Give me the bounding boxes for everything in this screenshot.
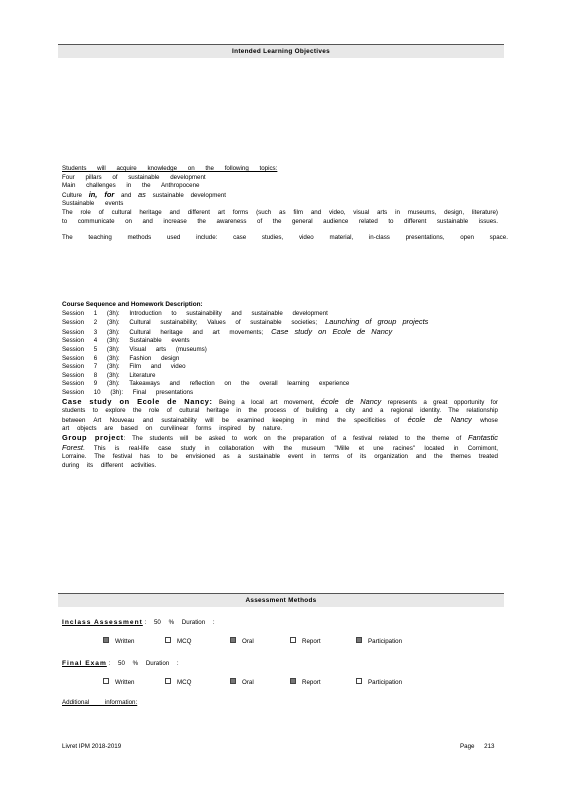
sequence-section [62,301,502,470]
objectives-intro: Students will acquire knowledge on the following topics: [62,165,278,172]
assessment-header: Assessment Methods [58,593,504,607]
empty-box-icon[interactable] [356,678,362,684]
final-exam: Final Exam : 50 % Duration : [62,660,179,667]
option-label: Written [115,679,135,686]
session-item: Session 1 (3h): Introduction to sustainability and sustainable development [62,309,328,317]
session-item: Session 3 (3h): Cultural heritage and art movements; Case study on Ecole de Nancy [62,326,393,336]
inclass-assessment: Inclass Assessment : 50 % Duration : [62,619,215,626]
option-written[interactable] [103,678,134,688]
option-mcq[interactable] [165,678,191,688]
option-label: MCQ [177,679,192,686]
group-line: Group project: The students will be asked to work on the preparation of a festival related to the theme of Fantastic [62,432,498,442]
case-line: Case study on Ecole de Nancy: Being a local art movement, école de Nancy represents a great opportunity for [62,396,498,406]
option-report[interactable] [290,678,321,688]
option-label: Participation [368,679,403,686]
session-item: Session 9 (3h): Takeaways and reflection on the overall learning experience [62,380,350,388]
session-item: Session 2 (3h): Cultural sustainability; Values of sustainable societies; Launching of group projects [62,317,429,327]
session-item: Session 10 (3h): Final presentations [62,388,194,396]
option-label: MCQ [177,638,192,645]
footer-left: Livret IPM 2018-2019 [62,743,122,750]
teaching-methods: The teaching methods used include: case studies, video material, in-class presentations, open space. [62,234,508,242]
option-label: Report [302,638,321,645]
topic-item: Sustainable events [62,200,124,208]
session-list [62,310,502,398]
checked-box-icon[interactable] [230,678,236,684]
objectives-section [62,165,508,243]
option-label: Oral [242,638,254,645]
option-label: Oral [242,679,254,686]
group-line: during its different activities. [62,461,157,469]
case-line: students to explore the role of cultural heritage in the process of building a city and a regional identity. The relationship [62,407,498,415]
option-mcq[interactable] [165,637,191,647]
topic-item: Main challenges in the Anthropocene [62,182,200,190]
topic-item-culture: Culture in, for and as sustainable development [62,189,227,199]
empty-box-icon[interactable] [290,637,296,643]
sequence-title: Course Sequence and Homework Description: [62,301,203,308]
group-line: Forest. This is real-life case study in collaboration with the museum "Mille et une racines" located in Cornimont, [62,442,498,452]
option-written[interactable] [103,637,134,647]
checked-box-icon[interactable] [103,637,109,643]
session-item: Session 8 (3h): Literature [62,371,156,379]
option-report[interactable] [290,637,321,647]
footer-page: Page 213 [460,743,495,750]
option-label: Participation [368,638,403,645]
role-line: The role of cultural heritage and different art forms (such as film and video, visual arts in museums, design, literature) [62,208,498,216]
session-item: Session 7 (3h): Film and video [62,363,186,371]
empty-box-icon[interactable] [165,678,171,684]
session-item: Session 5 (3h): Visual arts (museums) [62,345,207,353]
option-participation[interactable] [356,637,402,647]
checked-box-icon[interactable] [290,678,296,684]
additional-info: Additional information: [62,699,138,706]
empty-box-icon[interactable] [103,678,109,684]
case-line: art objects are based on curvilinear forms inspired by nature. [62,425,283,433]
session-item: Session 6 (3h): Fashion design [62,354,180,362]
option-participation[interactable] [356,678,402,688]
checked-box-icon[interactable] [230,637,236,643]
topic-item: Four pillars of sustainable development [62,173,206,181]
option-oral[interactable] [230,678,254,688]
session-item: Session 4 (3h): Sustainable events [62,337,190,345]
role-line: to communicate on and increase the awareness of the general audience related to different sustainable issues. [62,217,498,225]
option-oral[interactable] [230,637,254,647]
case-line: between Art Nouveau and sustainability will be examined keeping in mind the specificities of école de Nancy whose [62,414,498,424]
option-label: Written [115,638,135,645]
checked-box-icon[interactable] [356,637,362,643]
objectives-header: Intended Learning Objectives [58,44,504,58]
group-line: Lorraine. The festival has to be envisioned as a sustainable event in terms of its organization and the themes treated [62,453,498,461]
empty-box-icon[interactable] [165,637,171,643]
option-label: Report [302,679,321,686]
